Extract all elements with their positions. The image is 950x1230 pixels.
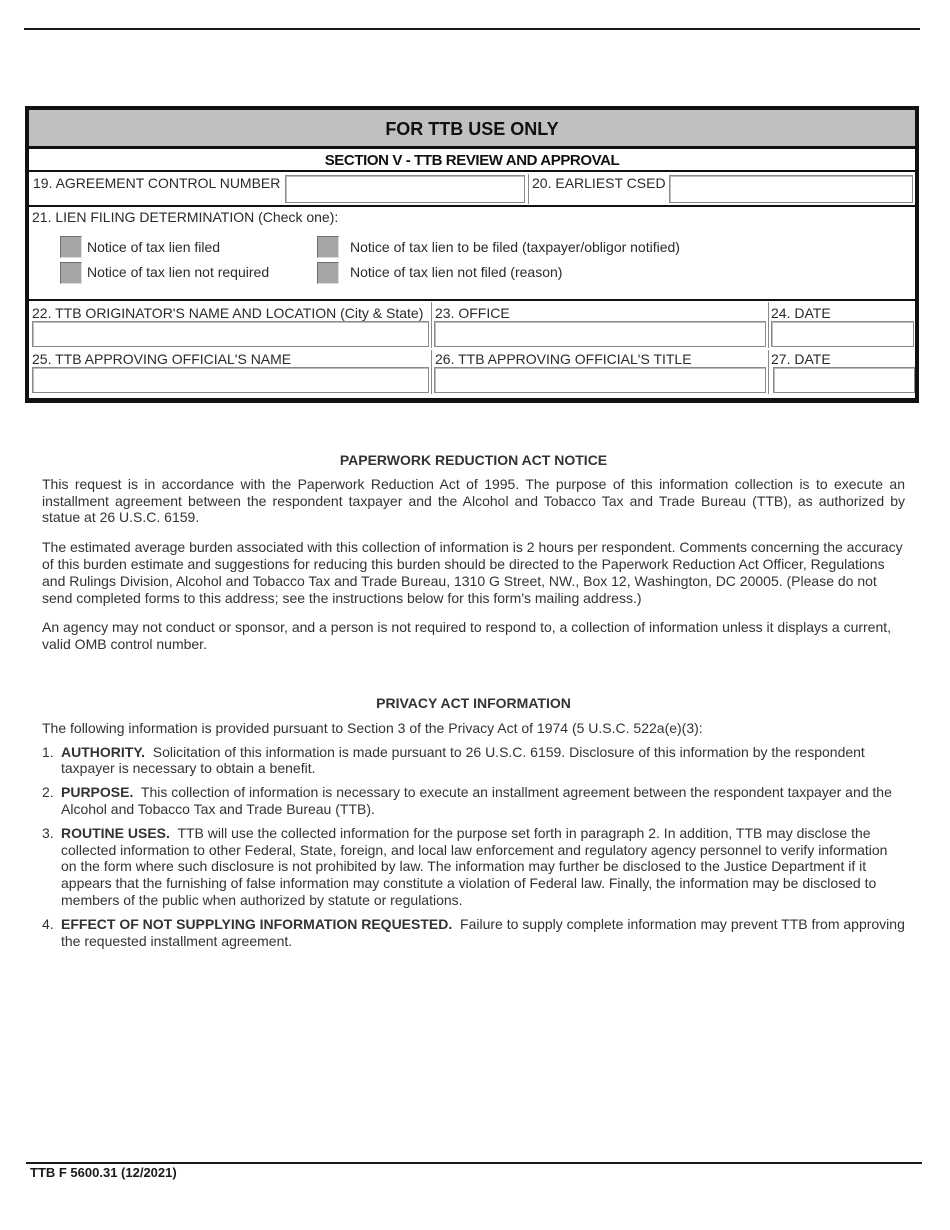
privacy-item-title: AUTHORITY. <box>61 743 145 760</box>
privacy-item-text: TTB will use the collected information for the purpose set forth in paragraph 2. In addition, TTB may disclose the collected information to other Federal, State, foreign, and local law enforcement and regulatory agency personnel to verify information on the form where such disclosure is not prohibited by law. The information may further be disclosed to the Justice Department if it appears that the furnishing of false information may constitute a violation of Federal law. Finally, the information may be disclosed to members of the public when authorized by statute or regulations. <box>61 824 888 908</box>
privacy-heading: PRIVACY ACT INFORMATION <box>376 694 571 711</box>
agreement-control-number-label: 19. AGREEMENT CONTROL NUMBER <box>33 175 281 191</box>
form-number: TTB F 5600.31 (12/2021) <box>30 1165 177 1180</box>
privacy-items-list <box>42 744 905 950</box>
privacy-item-text: Failure to supply complete information may prevent TTB from approving the requested installment agreement. <box>61 915 905 949</box>
row25-divider-a <box>431 350 432 394</box>
privacy-item-title: EFFECT OF NOT SUPPLYING INFORMATION REQUESTED. <box>61 915 453 932</box>
paperwork-paragraph-3: An agency may not conduct or sponsor, and a person is not required to respond to, a collection of information unless it displays a current, valid OMB control number. <box>42 619 892 653</box>
office-label: 23. OFFICE <box>435 305 510 321</box>
privacy-item-number: 1. <box>42 743 54 760</box>
approving-official-name-label: 25. TTB APPROVING OFFICIAL'S NAME <box>32 351 292 367</box>
lien-to-be-filed-option-label: Notice of tax lien to be filed (taxpayer/obligor notified) <box>350 239 680 255</box>
privacy-item-title: PURPOSE. <box>61 784 134 801</box>
row19-divider <box>528 174 529 204</box>
privacy-item-purpose <box>42 784 905 818</box>
privacy-item-authority <box>42 744 905 778</box>
privacy-item-text: This collection of information is necessary to execute an installment agreement between the respondent taxpayer and the Alcohol and Tobacco Tax and Trade Bureau (TTB). <box>61 784 892 817</box>
lien-to-be-filed-checkbox[interactable] <box>317 236 339 258</box>
originator-name-label: 22. TTB ORIGINATOR'S NAME AND LOCATION (City & State) <box>32 305 424 321</box>
lien-filed-checkbox[interactable] <box>60 236 82 258</box>
office-field[interactable] <box>434 321 766 347</box>
row21-bottom-rule <box>29 299 915 301</box>
section-v-title: SECTION V - TTB REVIEW AND APPROVAL <box>29 149 915 172</box>
ttb-use-only-header: FOR TTB USE ONLY <box>29 110 915 149</box>
approving-official-name-field[interactable] <box>32 367 429 393</box>
approving-official-title-label: 26. TTB APPROVING OFFICIAL'S TITLE <box>435 351 692 367</box>
privacy-item-number: 4. <box>42 915 54 932</box>
privacy-item-effect <box>42 916 905 950</box>
approval-date-label: 27. DATE <box>771 351 831 367</box>
earliest-csed-label: 20. EARLIEST CSED <box>532 175 666 191</box>
top-rule <box>24 28 920 30</box>
approving-official-title-field[interactable] <box>434 367 766 393</box>
privacy-item-title: ROUTINE USES. <box>61 824 170 841</box>
privacy-item-text: Solicitation of this information is made pursuant to 26 U.S.C. 6159. Disclosure of this information by the respondent taxpayer is necessary to obtain a benefit. <box>61 743 865 777</box>
privacy-item-number: 2. <box>42 784 54 801</box>
originator-date-field[interactable] <box>771 321 914 347</box>
earliest-csed-field[interactable] <box>669 175 913 203</box>
agreement-control-number-field[interactable] <box>285 175 525 203</box>
row25-divider-b <box>768 350 769 394</box>
row22-divider-a <box>431 302 432 348</box>
lien-filed-option-label: Notice of tax lien filed <box>87 239 221 255</box>
row19-bottom-rule <box>29 205 915 207</box>
ttb-use-only-box <box>25 106 919 403</box>
row22-divider-b <box>768 302 769 348</box>
lien-filing-label: 21. LIEN FILING DETERMINATION (Check one): <box>32 209 339 225</box>
lien-not-filed-option-label: Notice of tax lien not filed (reason) <box>350 264 563 280</box>
lien-not-required-option-label: Notice of tax lien not required <box>87 264 270 280</box>
notices-section <box>42 452 905 949</box>
paperwork-heading: PAPERWORK REDUCTION ACT NOTICE <box>339 452 608 468</box>
approval-date-field[interactable] <box>773 367 915 393</box>
privacy-intro: The following information is provided pursuant to Section 3 of the Privacy Act of 1974 (5 U.S.C. 522a(e)(3): <box>42 719 703 736</box>
lien-not-required-checkbox[interactable] <box>60 262 82 284</box>
originator-date-label: 24. DATE <box>771 305 831 321</box>
lien-not-filed-checkbox[interactable] <box>317 262 339 284</box>
privacy-item-routine-uses <box>42 825 905 909</box>
originator-name-field[interactable] <box>32 321 429 347</box>
paperwork-paragraph-1: This request is in accordance with the Paperwork Reduction Act of 1995. The purpose of this information collection is to execute an installment agreement between the respondent taxpayer and the Alcohol and Tobacco Tax and Trade Bureau (TTB), as authorized by statue at 26 U.S.C. 6159. <box>42 475 905 526</box>
paperwork-paragraph-2: The estimated average burden associated with this collection of information is 2 hours per respondent. Comments concerning the accuracy of this burden estimate and suggestions for reducing this burden should be directed to the Paperwork Reduction Act Officer, Regulations and Rulings Division, Alcohol and Tobacco Tax and Trade Bureau, 1310 G Street, NW., Box 12, Washington, DC 20005. (Please do not send completed forms to this address; see the instructions below for this form's mailing address.) <box>42 539 903 606</box>
privacy-item-number: 3. <box>42 824 54 841</box>
bottom-rule <box>26 1162 922 1164</box>
